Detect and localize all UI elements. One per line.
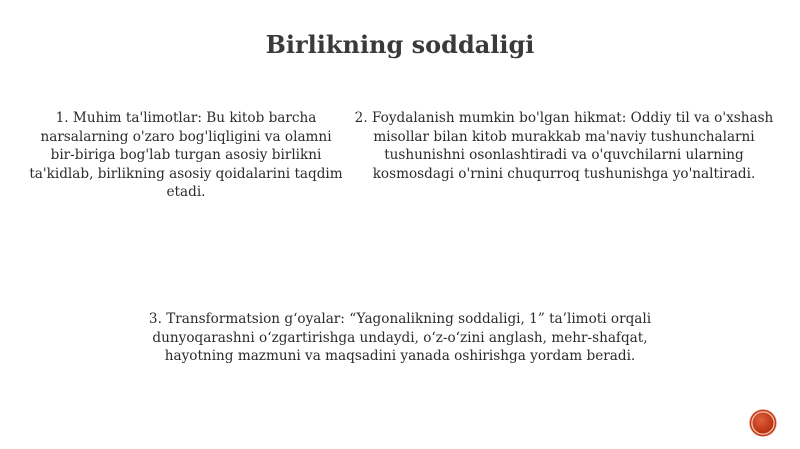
text-block-foydalanish-hikmat: 2. Foydalanish mumkin bo'lgan hikmat: Oddiy til va o'xshash misollar bilan kitob murakkab ma'naviy tushunchalarni tushunishni osonlashtiradi va o'quvchilarni ularning kosmosdagi o'rnini chuqurroq tushunishga yo'naltiradi.	[354, 110, 774, 182]
nav-core	[753, 413, 774, 434]
circle-nav-icon	[748, 408, 778, 438]
slide-title: Birlikning soddaligi	[265, 30, 535, 59]
text-block-muhim-talimotlar: 1. Muhim ta'limotlar: Bu kitob barcha narsalarning o'zaro bog'liqligini va olamni bir-biriga bog'lab turgan asosiy birlikni ta'kidlab, birlikning asosiy qoidalarini taqdim etadi.	[29, 110, 343, 200]
text-block-transformatsion-goyalar: 3. Transformatsion g‘oyalar: “Yagonalikning soddaligi, 1” ta’limoti orqali dunyoqarashni o‘zgartirishga undaydi, o‘z-o‘zini anglash, mehr-shafqat, hayotning mazmuni va maqsadini yanada oshirishga yordam beradi.	[148, 311, 652, 364]
slide-nav-button[interactable]	[748, 408, 778, 438]
